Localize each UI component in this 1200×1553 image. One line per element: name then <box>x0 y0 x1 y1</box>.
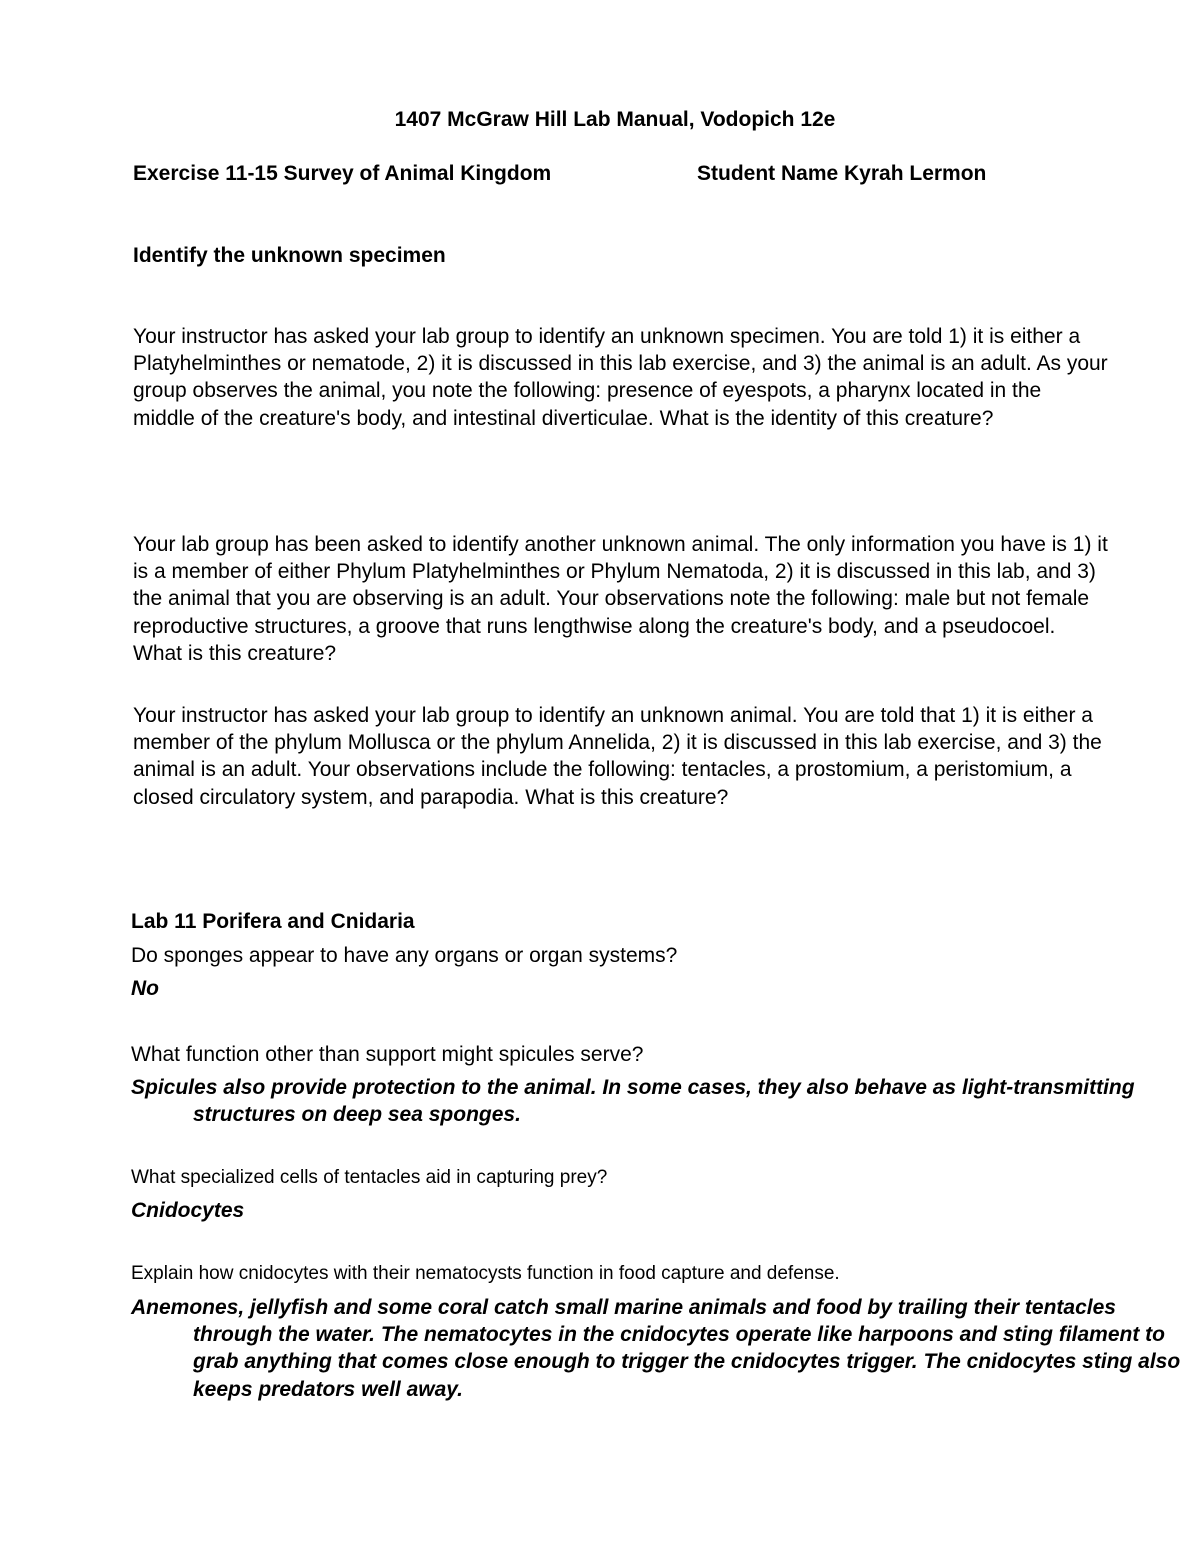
identify-heading: Identify the unknown specimen <box>133 244 446 267</box>
lab11-answer-4: Anemones, jellyfish and some coral catch small marine animals and food by trailing their tentacles through the water. The nematocytes in the cnidocytes operate like harpoons and sting filament to grab anything that comes close enough to trigger the cnidocytes trigger. The cnidocytes sting also keeps predators well away. <box>131 1296 1181 1401</box>
lab11-answer-3: Cnidocytes <box>131 1199 245 1222</box>
student-name: Student Name Kyrah Lermon <box>697 162 987 185</box>
lab11-question-4: Explain how cnidocytes with their nematocysts function in food capture and defense. <box>131 1263 840 1284</box>
document-title: 1407 McGraw Hill Lab Manual, Vodopich 12e <box>394 108 836 131</box>
lab11-answer-1: No <box>131 977 159 1000</box>
lab11-question-2: What function other than support might spicules serve? <box>131 1043 644 1066</box>
exercise-title: Exercise 11-15 Survey of Animal Kingdom <box>133 162 552 185</box>
lab11-question-1: Do sponges appear to have any organs or organ systems? <box>131 944 678 967</box>
identify-paragraph-3: Your instructor has asked your lab group to identify an unknown animal. You are told that 1) it is either a member of the phylum Mollusca or the phylum Annelida, 2) it is discussed in this lab exercise, and 3) the animal is an adult. Your observations include the following: tentacles, a prostomium, a peristomium, a closed circulatory system, and parapodia. What is this creature? <box>133 704 1102 809</box>
identify-paragraph-1: Your instructor has asked your lab group to identify an unknown specimen. You are told 1) it is either a Platyhelminthes or nematode, 2) it is discussed in this lab exercise, and 3) the animal is an adult. As your group observes the animal, you note the following: presence of eyespots, a pharynx located in the middle of the creature's body, and intestinal diverticulae. What is the identity of this creature? <box>133 325 1108 430</box>
identify-paragraph-2: Your lab group has been asked to identify another unknown animal. The only information you have is 1) it is a member of either Phylum Platyhelminthes or Phylum Nematoda, 2) it is discussed in this lab, and 3) the animal that you are observing is an adult. Your observations note the following: male but not female reproductive structures, a groove that runs lengthwise along the creature's body, and a pseudocoel. What is this creature? <box>133 533 1108 665</box>
lab11-question-3: What specialized cells of tentacles aid in capturing prey? <box>131 1167 608 1188</box>
lab11-heading: Lab 11 Porifera and Cnidaria <box>131 910 415 933</box>
lab11-answer-2: Spicules also provide protection to the animal. In some cases, they also behave as light-transmitting structures on deep sea sponges. <box>131 1076 1135 1127</box>
